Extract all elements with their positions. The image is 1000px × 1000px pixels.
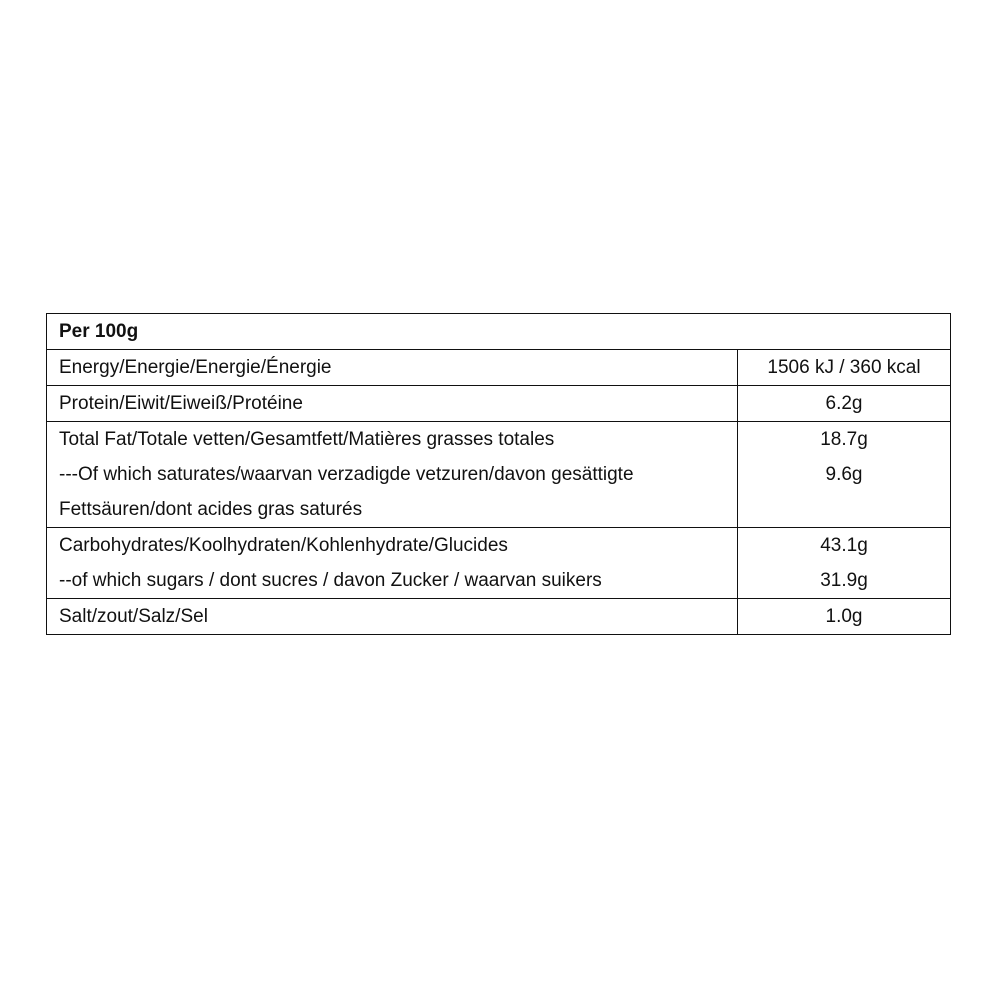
energy-label: Energy/Energie/Energie/Énergie (59, 357, 332, 378)
nutrition-table (46, 313, 951, 635)
table-row-salt (47, 599, 951, 635)
nutrient-value-salt (738, 599, 951, 635)
salt-value: 1.0g (825, 606, 863, 627)
fat-label: Total Fat/Totale vetten/Gesamtfett/Matières grasses totales (59, 429, 555, 450)
protein-label: Protein/Eiwit/Eiweiß/Protéine (59, 393, 303, 414)
protein-value: 6.2g (825, 393, 863, 414)
nutrient-label-protein (47, 386, 738, 422)
nutrient-label-energy (47, 350, 738, 386)
sugars-label: --of which sugars / dont sucres / davon Zucker / waarvan suikers (59, 570, 602, 591)
nutrient-value-protein (738, 386, 951, 422)
table-row-energy (47, 350, 951, 386)
salt-label: Salt/zout/Salz/Sel (59, 606, 208, 627)
nutrient-label-salt (47, 599, 738, 635)
table-row-carbohydrates (47, 528, 951, 599)
nutrient-value-energy (738, 350, 951, 386)
empty-line (738, 492, 950, 527)
energy-value: 1506 kJ / 360 kcal (767, 357, 921, 378)
saturates-value: 9.6g (825, 464, 863, 485)
sugars-value: 31.9g (820, 570, 868, 591)
nutrient-value-fat (738, 422, 951, 528)
table-row-protein (47, 386, 951, 422)
nutrient-value-carbohydrates (738, 528, 951, 599)
table-header-row (47, 314, 951, 350)
nutrient-label-carbohydrates (47, 528, 738, 599)
carbohydrates-value: 43.1g (820, 535, 868, 556)
table-row-fat (47, 422, 951, 528)
fat-value: 18.7g (820, 429, 868, 450)
saturates-label: ---Of which saturates/waarvan verzadigde vetzuren/davon gesättigte Fettsäuren/dont acides gras saturés (59, 464, 634, 520)
nutrient-label-fat (47, 422, 738, 528)
carbohydrates-label: Carbohydrates/Koolhydraten/Kohlenhydrate/Glucides (59, 535, 508, 556)
table-header: Per 100g (47, 314, 951, 350)
